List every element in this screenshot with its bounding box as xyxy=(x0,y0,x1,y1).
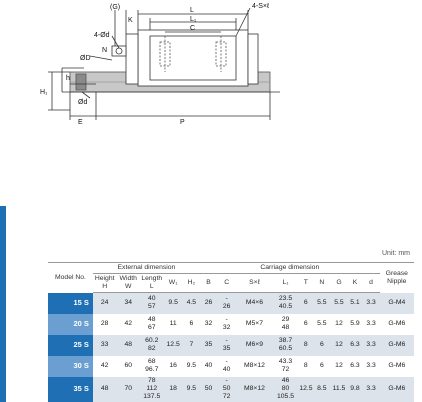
cell-w1: 16 xyxy=(169,362,177,369)
table-row xyxy=(48,335,414,356)
header-c: C xyxy=(217,274,236,293)
cell-w: 42 xyxy=(124,320,132,327)
header-k: K xyxy=(348,274,363,293)
label-od-small: Ød xyxy=(78,99,88,106)
cell-nipple: G-M6 xyxy=(388,362,406,369)
cell-n: 6 xyxy=(319,362,324,369)
header-length: Length L xyxy=(140,274,164,293)
label-sxl: 4-S×ℓ xyxy=(252,3,270,10)
header-carriage: Carriage dimension xyxy=(200,263,380,274)
cell-c: - 40 xyxy=(222,358,231,373)
header-g: G xyxy=(330,274,347,293)
cell-b: 40 xyxy=(204,362,213,369)
cell-d: 3.3 xyxy=(366,299,376,307)
header-sxl: S×ℓ xyxy=(236,274,272,293)
cell-n: 5.5 xyxy=(317,320,327,327)
cell-h2: 7 xyxy=(189,341,194,348)
cell-c: - 35 xyxy=(222,337,231,352)
cell-h2: 4.5 xyxy=(186,299,197,307)
cell-l1: 43.3 72 xyxy=(278,358,293,373)
label-k: K xyxy=(128,17,133,24)
model-cell: 25 S xyxy=(48,335,93,356)
label-l1: L₁ xyxy=(190,16,197,23)
model-cell: 30 S xyxy=(48,356,93,377)
cell-w: 48 xyxy=(124,341,132,348)
end-seal xyxy=(126,34,138,84)
label-g: (G) xyxy=(110,4,121,11)
cell-k: 5.1 xyxy=(350,299,360,307)
label-h1: H₁ xyxy=(40,89,48,96)
label-p: P xyxy=(180,119,185,126)
cell-g: 12 xyxy=(335,320,343,327)
cell-g: 12 xyxy=(335,362,343,369)
cell-w1: 9.5 xyxy=(168,299,178,307)
dimension-table xyxy=(48,262,414,402)
header-height: Height H xyxy=(93,274,117,293)
cell-c: - 50 72 xyxy=(222,377,231,400)
cell-nipple: G-M4 xyxy=(388,299,406,306)
header-w1: W₁ xyxy=(164,274,183,293)
cell-h: 48 xyxy=(100,385,109,392)
header-t: T xyxy=(298,274,313,293)
header-external: External dimension xyxy=(93,263,200,274)
cell-l: 68 96.7 xyxy=(145,358,159,373)
cell-b: 26 xyxy=(204,299,213,307)
cell-w: 70 xyxy=(124,385,132,392)
cell-w1: 11 xyxy=(169,320,177,327)
header-n: N xyxy=(313,274,330,293)
cell-n: 6 xyxy=(319,341,324,348)
cell-t: 8 xyxy=(303,362,308,369)
cell-sxl: M8×12 xyxy=(243,385,265,392)
blue-side-bar xyxy=(0,206,6,402)
cell-h2: 9.5 xyxy=(186,385,197,392)
header-b: B xyxy=(200,274,217,293)
header-h2: H₂ xyxy=(183,274,200,293)
cell-k: 5.9 xyxy=(350,320,360,327)
model-cell: 15 S xyxy=(48,293,93,314)
label-n: N xyxy=(102,47,108,54)
label-h: h xyxy=(66,75,70,82)
label-od-big: ØD xyxy=(80,55,91,62)
cell-w1: 12.5 xyxy=(166,341,180,348)
cell-g: 5.5 xyxy=(334,299,344,307)
cell-d: 3.3 xyxy=(366,341,376,348)
header-l1: L₁ xyxy=(273,274,299,293)
cell-k: 9.8 xyxy=(350,385,360,392)
header-model: Model No. xyxy=(48,263,93,293)
cell-l1: 38.7 60.5 xyxy=(278,337,293,352)
cell-w: 60 xyxy=(124,362,132,369)
header-grease: Grease Nipple xyxy=(380,263,414,293)
cell-t: 8 xyxy=(303,341,308,348)
cell-l: 40 57 xyxy=(147,295,156,311)
cell-d: 3.3 xyxy=(366,385,376,392)
cell-h: 24 xyxy=(100,299,109,307)
unit-label: Unit: mm xyxy=(382,250,410,257)
cell-t: 6 xyxy=(303,320,308,327)
cell-sxl: M8×12 xyxy=(243,362,265,369)
cell-l: 60.2 82 xyxy=(145,337,159,352)
cell-c: - 26 xyxy=(222,295,231,311)
cell-n: 5.5 xyxy=(317,299,327,307)
model-cell: 20 S xyxy=(48,314,93,335)
cell-h: 28 xyxy=(100,320,109,327)
cell-b: 50 xyxy=(204,385,213,392)
cell-n: 8.5 xyxy=(317,385,327,392)
cell-nipple: G-M6 xyxy=(388,385,406,392)
rail-hole xyxy=(76,74,86,90)
table-row xyxy=(48,293,414,314)
cell-h2: 6 xyxy=(189,320,194,327)
cell-l: 48 67 xyxy=(147,316,156,331)
cell-d: 3.3 xyxy=(366,362,376,369)
cell-h: 33 xyxy=(100,341,109,348)
table-row xyxy=(48,314,414,335)
cell-sxl: M5×7 xyxy=(245,320,264,327)
label-e: E xyxy=(78,119,83,126)
cell-h2: 9.5 xyxy=(186,362,197,369)
cell-c: - 32 xyxy=(222,316,231,331)
cell-t: 6 xyxy=(303,299,308,307)
model-cell: 35 S xyxy=(48,377,93,402)
cell-sxl: M6×9 xyxy=(245,341,264,348)
cell-w1: 18 xyxy=(169,385,177,392)
header-d: d xyxy=(362,274,379,293)
cell-w: 34 xyxy=(124,299,132,307)
cell-g: 12 xyxy=(335,341,343,348)
label-c: C xyxy=(190,25,196,32)
label-l: L xyxy=(190,7,194,14)
cell-b: 32 xyxy=(204,320,213,327)
table-row xyxy=(48,356,414,377)
cell-k: 6.3 xyxy=(350,362,360,369)
cell-l1: 46 80 105.5 xyxy=(276,377,294,400)
cell-k: 6.3 xyxy=(350,341,360,348)
table-row xyxy=(48,377,414,402)
cell-l: 78 112 137.5 xyxy=(143,377,161,400)
cell-nipple: G-M6 xyxy=(388,320,406,327)
cell-l1: 23.5 40.5 xyxy=(278,295,293,311)
cell-sxl: M4×6 xyxy=(245,299,264,307)
header-width: Width W xyxy=(116,274,140,293)
cell-t: 12.5 xyxy=(299,385,313,392)
cell-l1: 29 48 xyxy=(281,316,290,331)
cell-b: 35 xyxy=(204,341,213,348)
cell-h: 42 xyxy=(100,362,109,369)
cell-d: 3.3 xyxy=(366,320,376,327)
cell-g: 11.5 xyxy=(332,385,346,392)
cell-nipple: G-M6 xyxy=(388,341,406,348)
label-4d: 4-Ød xyxy=(94,32,110,39)
